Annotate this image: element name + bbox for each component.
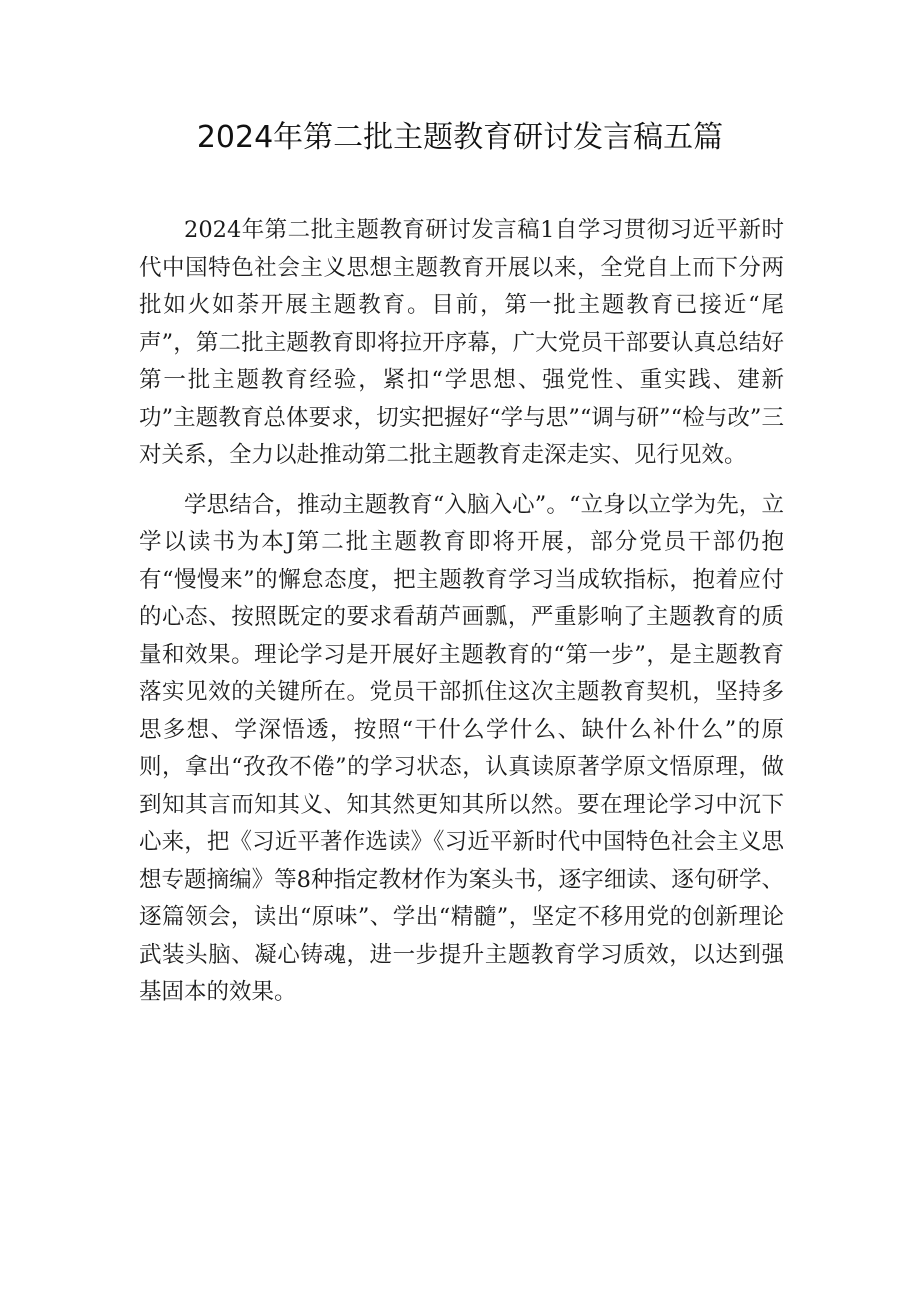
document-body (139, 212, 784, 1012)
paragraph-2: 学思结合，推动主题教育“入脑入心”。“立身以立学为先，立学以读书为本J第二批主题教育即将开展，部分党员干部仍抱有“慢慢来”的懈怠态度，把主题教育学习当成软指标，抱着应付的心态、按照既定的要求看葫芦画瓢，严重影响了主题教育的质量和效果。理论学习是开展好主题教育的“第一步”，是主题教育落实见效的关键所在。党员干部抓住这次主题教育契机，坚持多思多想、学深悟透，按照“干什么学什么、缺什么补什么”的原则，拿出“孜孜不倦”的学习状态，认真读原著学原文悟原理，做到知其言而知其义、知其然更知其所以然。要在理论学习中沉下心来，把《习近平著作选读》《习近平新时代中国特色社会主义思想专题摘编》等8种指定教材作为案头书，逐字细读、逐句研学、逐篇领会，读出“原味”、学出“精髓”，坚定不移用党的创新理论武装头脑、凝心铸魂，进一步提升主题教育学习质效，以达到强基固本的效果。 (139, 491, 784, 1005)
document-title: 2024年第二批主题教育研讨发言稿五篇 (196, 120, 724, 155)
paragraph-1: 2024年第二批主题教育研讨发言稿1自学习贯彻习近平新时代中国特色社会主义思想主题教育开展以来，全党自上而下分两批如火如荼开展主题教育。目前，第一批主题教育已接近“尾声”，第二批主题教育即将拉开序幕，广大党员干部要认真总结好第一批主题教育经验，紧扣“学思想、强党性、重实践、建新功”主题教育总体要求，切实把握好“学与思”“调与研”“检与改”三对关系，全力以赴推动第二批主题教育走深走实、见行见效。 (139, 217, 784, 468)
